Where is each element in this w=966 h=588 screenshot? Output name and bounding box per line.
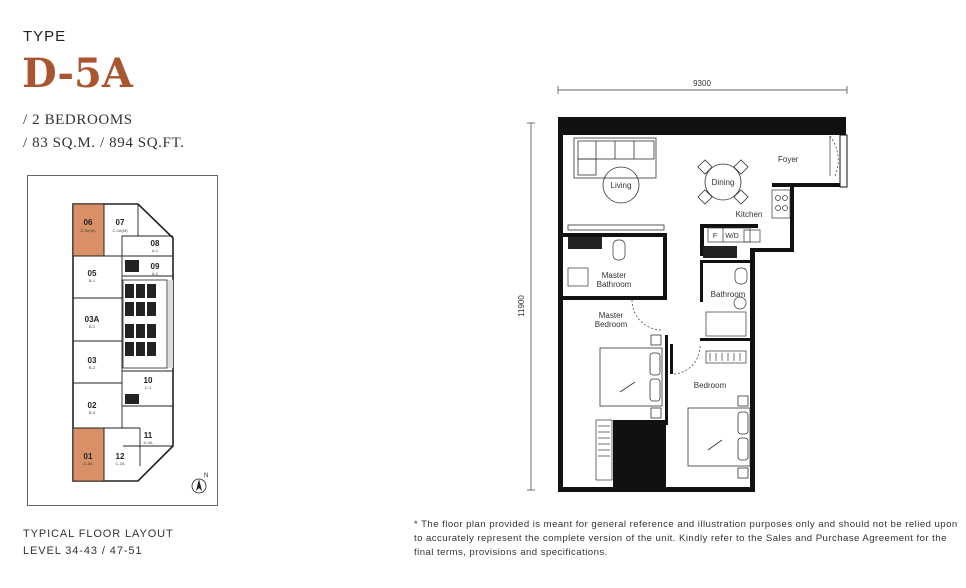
master-bathroom-label-line1: Master xyxy=(601,271,627,280)
unit-type-code: D-5A xyxy=(22,50,133,97)
unit-area: / 83 SQ.M. / 894 SQ.FT. xyxy=(23,135,185,151)
unit-07-type: C-2A(M) xyxy=(112,228,128,233)
unit-03a-label: 03A xyxy=(84,315,100,324)
north-arrow-icon xyxy=(192,473,208,493)
unit-03-type: B-2 xyxy=(88,365,96,370)
foyer-door xyxy=(830,136,838,176)
master-bed xyxy=(600,335,662,418)
unit-03a-type: B-1 xyxy=(88,324,96,329)
unit-05-label: 05 xyxy=(87,269,97,278)
north-label: N xyxy=(204,473,209,479)
bathroom-label: Bathroom xyxy=(710,290,746,299)
master-bathroom-label-line2: Bathroom xyxy=(596,280,632,289)
washer-dryer-label: W/D xyxy=(725,233,739,240)
unit-05-type: B-1 xyxy=(88,278,96,283)
unit-11-label: 11 xyxy=(143,431,153,440)
dining-label: Dining xyxy=(711,178,735,187)
key-plan-drawing xyxy=(28,176,219,507)
bedroom-label: Bedroom xyxy=(693,381,727,390)
unit-06-label: 06 xyxy=(83,218,93,227)
layout-levels: LEVEL 34-43 / 47-51 xyxy=(23,545,143,557)
type-label: TYPE xyxy=(23,28,67,45)
master-bedroom-label-line1: Master xyxy=(598,311,624,320)
unit-07-label: 07 xyxy=(115,218,125,227)
unit-06-type: D-5A(M) xyxy=(80,228,96,233)
fridge-label: F xyxy=(712,233,718,240)
living-label: Living xyxy=(610,181,632,190)
unit-01-label: 01 xyxy=(83,452,93,461)
unit-12-label: 12 xyxy=(115,452,125,461)
foyer-label: Foyer xyxy=(778,155,799,164)
unit-01-type: D-5A xyxy=(83,461,93,466)
unit-08-label: 08 xyxy=(150,239,160,248)
unit-03-label: 03 xyxy=(87,356,97,365)
master-bathroom-fixtures xyxy=(568,237,737,258)
second-bed xyxy=(688,396,750,478)
key-plan xyxy=(27,175,218,506)
unit-10-type: C-1 xyxy=(144,385,152,390)
unit-11-type: D-4A xyxy=(143,440,153,445)
layout-caption: TYPICAL FLOOR LAYOUT xyxy=(23,528,174,540)
unit-12-type: C-2A xyxy=(115,461,125,466)
unit-10-label: 10 xyxy=(143,376,153,385)
bedroom-count: / 2 BEDROOMS xyxy=(23,112,133,128)
floor-plan xyxy=(510,70,855,495)
master-bedroom-label-line2: Bedroom xyxy=(594,320,628,329)
width-dimension-label: 9300 xyxy=(693,79,711,88)
unit-09-label: 09 xyxy=(150,262,160,271)
disclaimer-text: * The floor plan provided is meant for general reference and illustration purposes only and should not be relied upon to accurately represent the complete version of the unit. Kindly refer to the Sales and Purchase Agreement for the final terms, provisions and specifications. xyxy=(414,519,958,558)
unit-02-type: B-3 xyxy=(88,410,96,415)
unit-08-type: A-1 xyxy=(151,248,159,253)
kitchen-label: Kitchen xyxy=(735,210,763,219)
height-dimension xyxy=(527,123,535,490)
unit-09-type: A-1 xyxy=(151,271,159,276)
unit-02-label: 02 xyxy=(87,401,97,410)
height-dimension-label: 11900 xyxy=(517,295,526,317)
